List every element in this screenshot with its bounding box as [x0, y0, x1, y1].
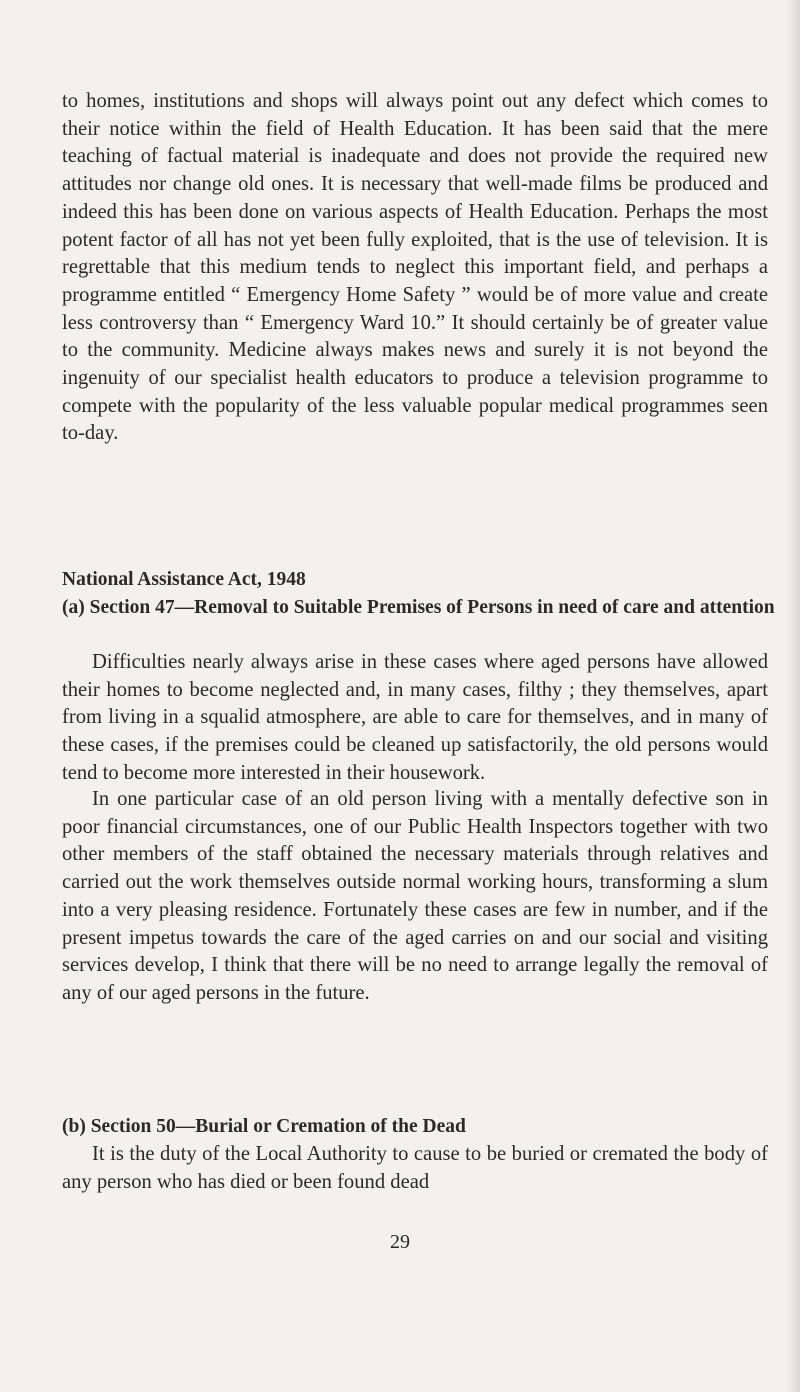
- paragraph-health-education: to homes, institutions and shops will always point out any defect which comes to their notice within the field of Health Education. It has been said that the mere teaching of factual material is inadequate and does not provide the required new attitudes nor change old ones. It is necessary that well-made films be produced and indeed this has been done on various aspects of Health Education. Perhaps the most potent factor of all has not yet been fully exploited, that is the use of television. It is regrettable that this medium tends to neglect this important field, and perhaps a programme entitled “ Emergency Home Safety ” would be of more value and create less controversy than “ Emergency Ward 10.” It should certainly be of greater value to the community. Medicine always makes news and surely it is not beyond the ingenuity of our specialist health educators to produce a television programme to compete with the popularity of the less valuable popular medical programmes seen to-day.: [62, 90, 768, 445]
- paragraph-difficulties: Difficulties nearly always arise in these cases where aged persons have allowed their homes to become neglected and, in many cases, filthy ; they themselves, apart from living in a squalid atmosphere, are able to care for themselves, and in many of these cases, if the premises could be cleaned up satisfactorily, the old persons would tend to become more interested in their housework.: [62, 651, 768, 784]
- heading-national-assistance-act: National Assistance Act, 1948: [62, 569, 306, 590]
- page-number: 29: [390, 1231, 410, 1253]
- paragraph-duty-local-authority: It is the duty of the Local Authority to cause to be buried or cremated the body of any person who has died or been found dead: [62, 1143, 768, 1193]
- page-edge-shadow: [786, 0, 800, 1392]
- paragraph-particular-case: In one particular case of an old person living with a mentally defective son in poor financial circumstances, one of our Public Health Inspectors together with two other members of the staff obtained the necessary materials through relatives and carried out the work themselves outside normal working hours, transforming a slum into a very pleasing residence. Fortunately these cases are few in number, and if the present impetus towards the care of the aged carries on and our social and visiting services develop, I think that there will be no need to arrange legally the removal of any of our aged persons in the future.: [62, 788, 768, 1004]
- heading-section-47: (a) Section 47—Removal to Suitable Premises of Persons in need of care and attention: [62, 597, 775, 618]
- heading-section-50: (b) Section 50—Burial or Cremation of the Dead: [62, 1116, 466, 1137]
